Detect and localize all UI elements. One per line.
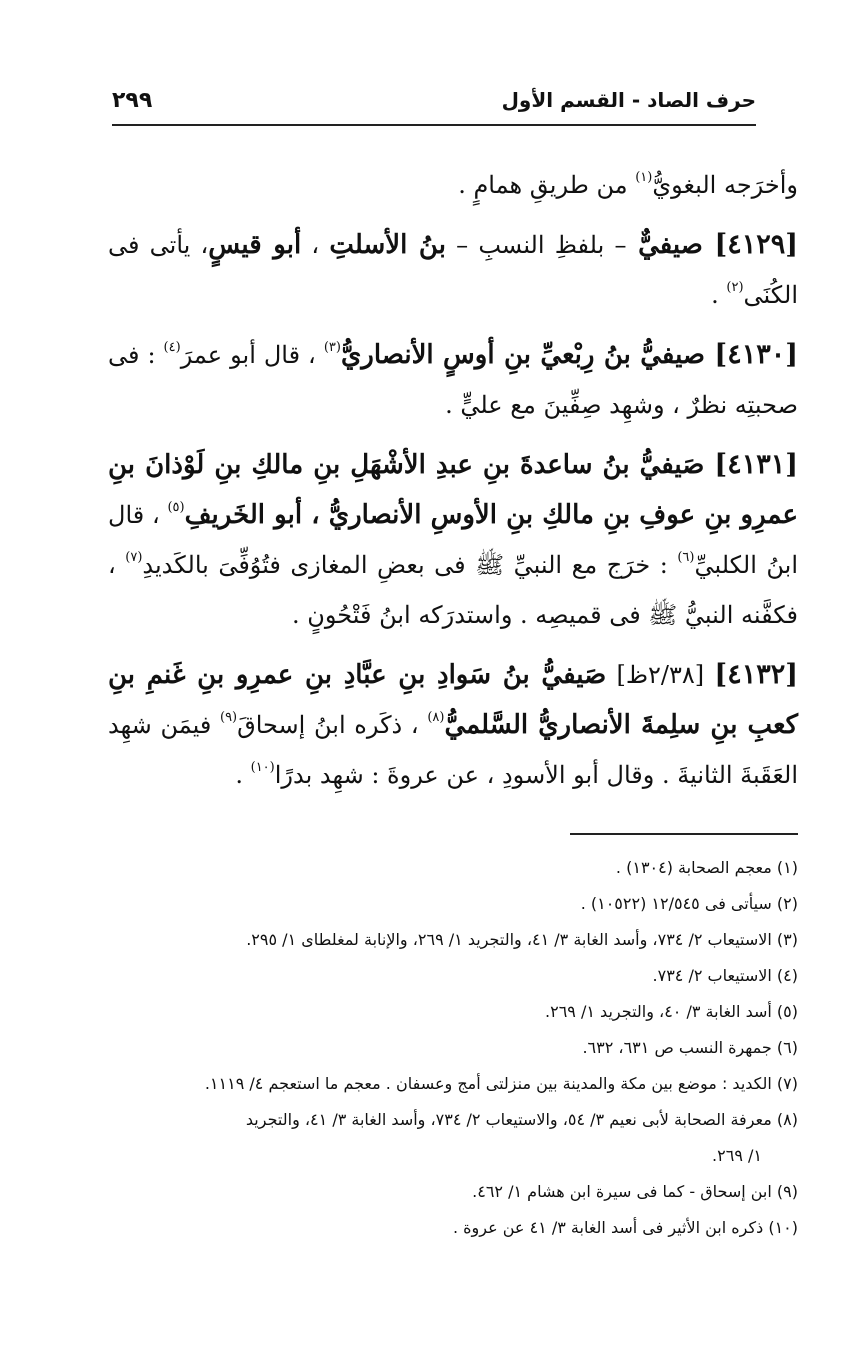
footnote: (٣) الاستيعاب ٢/ ٧٣٤، وأسد الغابة ٣/ ٤١، والتجريد ١/ ٢٦٩، والإنابة لمغلطاى ١/ ٢٩٥. [246,930,798,949]
page-number: ٢٩٩ [112,88,153,113]
footnote-ref: (١٠) [250,760,275,775]
text: – بلفظِ النسبِ – [445,231,627,259]
entry-name: صيفيٌّ [626,230,715,260]
text: . [711,281,727,309]
text: : فى صحبتِه نظرٌ ، وشهِد صِفِّينَ مع عليٍّ . [108,341,798,419]
footnote-continuation: ١/ ٢٦٩. [712,1146,762,1165]
footnote-ref: (٤) [163,340,181,355]
main-text [108,160,798,810]
footnotes [108,850,798,1246]
entry-name: صَيفيُّ بنُ سَوادِ بنِ عبَّادِ بنِ عمرِو بنِ غَنمِ بنِ كعبِ بنِ سلِمةَ الأنصاريُّ السَّلميُّ [108,660,798,740]
text: . [235,761,251,789]
entry-4130 [108,330,798,430]
footnote: (٢) سيأتى فى ١٢/٥٤٥ (١٠٥٢٢) . [580,894,798,913]
footnote-ref: (٢) [726,280,744,295]
text: : خرَج مع النبيِّ ﷺ فى بعضِ المغازى فتُوُفِّىَ بالكَديدِ [142,551,678,579]
footnote: (٩) ابن إسحاق - كما فى سيرة ابن هشام ١/ ٤٦٢. [472,1182,798,1201]
text: ، فكفَّنه النبيُّ ﷺ فى قميصِه . واستدرَكه ابنُ فَتْحُونٍ . [108,551,798,629]
entry-4131 [108,440,798,640]
entry-4129 [108,220,798,320]
footnote: (٤) الاستيعاب ٢/ ٧٣٤. [652,966,798,985]
text: ، قال أبو عمرَ [180,341,324,369]
text: ، قال ابنُ الكلبيِّ [108,501,799,579]
entry-name: بنُ الأسلتِ [329,230,446,260]
footnote-ref: (٥) [167,500,185,515]
entry-4132 [108,650,798,800]
footnote-ref: (٦) [677,550,695,565]
footnote-ref: (٩) [219,710,238,725]
page-header [112,84,756,126]
paragraph-1 [108,160,798,210]
footnote: (١٠) ذكره ابن الأثير فى أسد الغابة ٣/ ٤١ عن عروة . [453,1218,798,1237]
kunya: أبو قيسٍ [208,230,302,260]
text: ، ذكَره ابنُ إسحاقَ [237,711,428,739]
text: ، [301,231,330,259]
footnote: (٨) معرفة الصحابة لأبى نعيم ٣/ ٥٤، والاستيعاب ٢/ ٧٣٤، وأسد الغابة ٣/ ٤١، والتجريد [245,1110,798,1129]
entry-number: [٤١٢٩] [714,229,799,260]
footnote: (٥) أسد الغابة ٣/ ٤٠، والتجريد ١/ ٢٦٩. [545,1002,798,1021]
footnote-ref: (٣) [323,340,341,355]
text: وأخرَجه البغويُّ [652,171,798,199]
entry-name: صيفيُّ بنُ رِبْعيِّ بنِ أوسٍ الأنصاريُّ [340,340,715,370]
text: من طريقِ همامٍ . [458,171,636,199]
entry-number: [٤١٣١] [714,449,798,480]
footnote: (٦) جمهرة النسب ص ٦٣١، ٦٣٢. [582,1038,798,1057]
text: فيمَن شهِد العَقَبةَ الثانيةَ . وقال أبو الأسودِ ، عن عروةَ : شهِد بدرًا [108,711,798,789]
footnote-ref: (٨) [427,710,445,725]
entry-name: صَيفيُّ بنُ ساعدةَ بنِ عبدِ الأشْهَلِ بنِ مالكِ بنِ لَوْذانَ بنِ عمرِو بنِ عوفِ بنِ مالكِ بنِ الأوسِ الأنصاريُّ ، أبو الخَريفِ [108,450,798,530]
entry-number: [٤١٣٠] [714,339,798,370]
manuscript-ref: [٢/٣٨ظ] [606,661,715,689]
footnote: (١) معجم الصحابة (١٣٠٤) . [615,858,798,877]
running-title: حرف الصاد - القسم الأول [501,88,756,112]
entry-number: [٤١٣٢] [714,659,798,690]
footnote-ref: (٧) [125,550,143,565]
footnote: (٧) الكديد : موضع بين مكة والمدينة بين منزلتى أمج وعسفان . معجم ما استعجم ٤/ ١١١٩. [204,1074,798,1093]
footnote-ref: (١) [635,170,653,185]
footnote-divider [570,833,798,835]
text: ، يأتى فى الكُنَى [108,231,798,309]
